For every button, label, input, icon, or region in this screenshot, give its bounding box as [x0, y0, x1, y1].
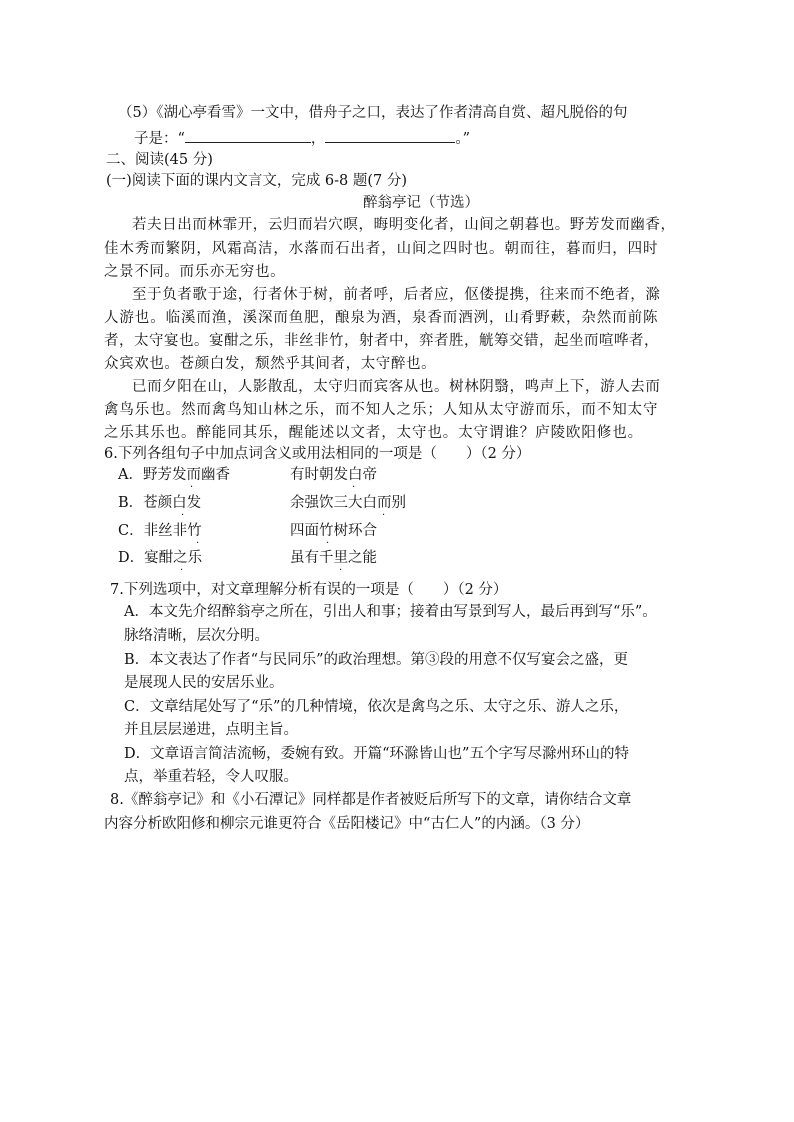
- passage-line: 若夫日出而林霏开，云归而岩穴暝，晦明变化者，山间之朝暮也。野芳发而幽香，: [132, 217, 676, 233]
- emphasis-dot: ·: [181, 510, 185, 521]
- q6-option-c: [118, 522, 202, 540]
- passage-line: 之乐其乐也。醉能同其乐，醒能述以文者，太守也。太守谓谁？庐陵欧阳修也。: [104, 425, 643, 441]
- q7-option-line: 脉络清晰，层次分明。: [124, 628, 269, 644]
- passage-line: 众宾欢也。苍颜白发，颓然乎其间者，太守醉也。: [104, 356, 437, 372]
- q7-option-line: 并且层层递进，点明主旨。: [124, 722, 298, 738]
- passage-line: 之景不同。而乐亦无穷也。: [104, 264, 286, 280]
- q5-line2-prefix: 子是：“: [134, 131, 185, 147]
- emphasis-dot: ·: [339, 565, 343, 576]
- emphasis-dot: ·: [326, 538, 330, 549]
- q8-stem-line: 8.《醉翁亭记》和《小石潭记》同样都是作者被贬后所写下的文章，请你结合文章: [110, 792, 632, 808]
- q5-line2-sep: ，: [310, 131, 326, 147]
- emphasis-dot: ·: [352, 482, 356, 493]
- q6-option-c-text: C．非丝非竹: [118, 523, 202, 539]
- q6-option-a: [118, 466, 230, 484]
- passage-line: 人游也。临溪而渔，溪深而鱼肥，酿泉为酒，泉香而酒洌，山肴野蔌，杂然而前陈: [104, 310, 659, 326]
- passage-line: 已而夕阳在山，人影散乱，太守归而宾客从也。树林阴翳，鸣声上下，游人去而: [132, 379, 661, 395]
- passage-line: 佳木秀而繁阴，风霜高洁，水落而石出者，山间之四时也。朝而往，暮而归，四时: [104, 241, 659, 257]
- q7-option-line: B．本文表达了作者“与民同乐”的政治理想。第③段的用意不仅写宴会之盛，更: [124, 652, 628, 668]
- q6-option-c-pair: 四面竹树环合: [290, 523, 377, 539]
- q7-option-line: 是展现人民的安居乐业。: [124, 675, 284, 691]
- q7-option-line: D．文章语言简洁流畅，委婉有致。开篇“环滁皆山也”五个字写尽滁州环山的特: [124, 746, 629, 762]
- q6-option-d-pair: 虽有千里之能: [290, 550, 377, 566]
- section-sub-heading: (一)阅读下面的课内文言文，完成 6-8 题(7 分): [106, 173, 408, 189]
- q5-line1: （5）《湖心亭看雪》一文中，借舟子之口，表达了作者清高自赏、超凡脱俗的句: [118, 105, 628, 121]
- q6-option-a-text: A．野芳发而幽香: [118, 467, 230, 483]
- q6-option-b-text: B．苍颜白发: [118, 495, 202, 511]
- q5-answer-blank-2[interactable]: [325, 128, 455, 143]
- q6-option-d: [118, 549, 202, 567]
- q8-stem-line: 内容分析欧阳修和柳宗元谁更符合《岳阳楼记》中“古仁人”的内涵。（3 分）: [104, 816, 590, 832]
- emphasis-dot: ·: [382, 510, 386, 521]
- passage-line: 禽鸟乐也。然而禽鸟知山林之乐，而不知人之乐；人知从太守游而乐，而不知太守: [104, 402, 659, 418]
- q6-option-d-text: D．宴酣之乐: [118, 550, 203, 566]
- q5-answer-blank-1[interactable]: [185, 128, 311, 143]
- q5-line2: [134, 128, 470, 148]
- q6-stem: 6.下列各组句子中加点词含义或用法相同的一项是（ ）（2 分）: [104, 446, 531, 462]
- section-heading: 二、阅读(45 分): [106, 152, 213, 168]
- q7-option-line: C．文章结尾处写了“乐”的几种情境，依次是禽鸟之乐、太守之乐、游人之乐，: [124, 699, 629, 715]
- q5-line2-suffix: 。”: [455, 131, 471, 147]
- q7-option-line: A．本文先介绍醉翁亭之所在，引出人和事；接着由写景到写人，最后再到写“乐”。: [124, 604, 657, 620]
- q6-option-a-pair: 有时朝发白帝: [290, 467, 377, 483]
- q6-option-b-pair: 余强饮三大白而别: [290, 495, 406, 511]
- passage-line: 至于负者歌于途，行者休于树，前者呼，后者应，伛偻提携，往来而不绝者，滁: [132, 287, 661, 303]
- passage-line: 者，太守宴也。宴酣之乐，非丝非竹，射者中，弈者胜，觥筹交错，起坐而喧哗者，: [104, 333, 659, 349]
- passage-title: 醉翁亭记（节选）: [363, 195, 479, 211]
- q6-option-b: [118, 494, 201, 512]
- emphasis-dot: ·: [190, 482, 194, 493]
- q7-stem: 7.下列选项中，对文章理解分析有误的一项是（ ）（2 分）: [110, 582, 508, 598]
- emphasis-dot: ·: [180, 565, 184, 576]
- q7-option-line: 点，举重若轻，令人叹服。: [124, 769, 298, 785]
- emphasis-dot: ·: [196, 538, 200, 549]
